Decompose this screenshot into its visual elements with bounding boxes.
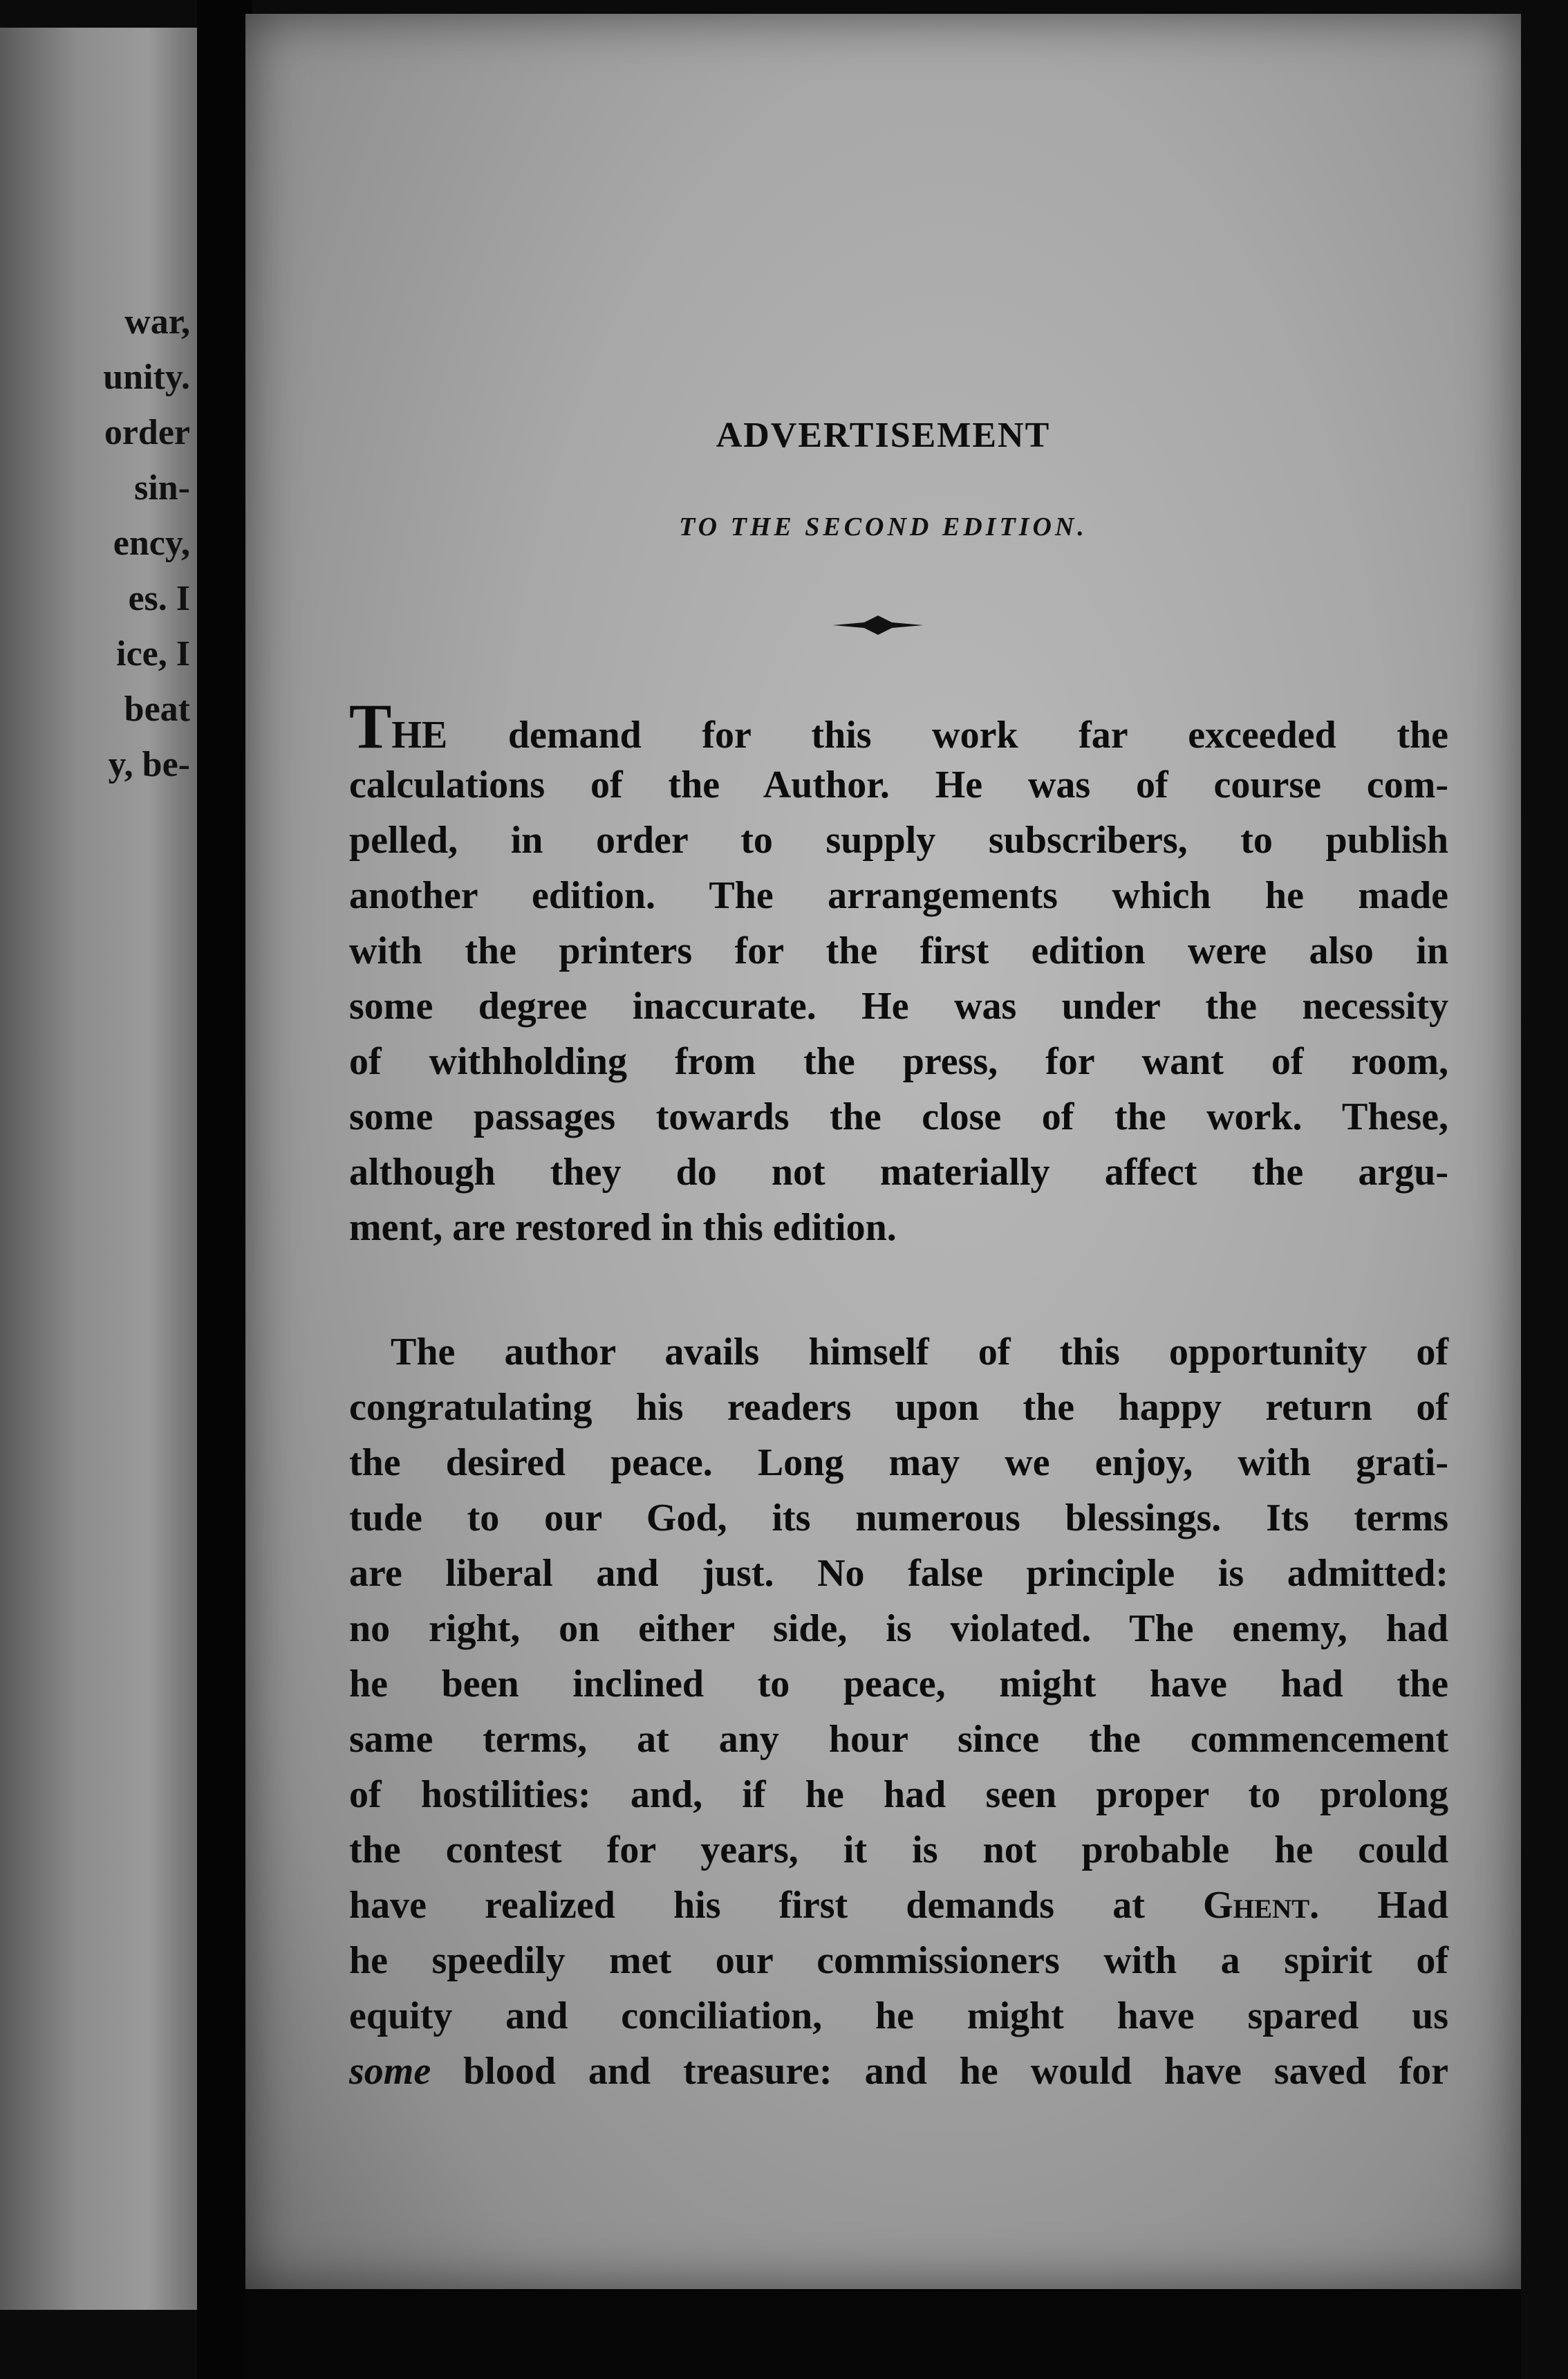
text-line: the desired peace. Long may we enjoy, with grati- <box>349 1441 1448 1484</box>
facing-page <box>0 28 197 2310</box>
facing-line: unity. <box>103 358 190 397</box>
facing-line: ency, <box>113 524 190 563</box>
italic-word: some <box>349 2050 431 2093</box>
page-bottom-shadow <box>245 2289 1521 2379</box>
text-line: ment, are restored in this edition. <box>349 1206 897 1249</box>
book-page <box>245 14 1521 2289</box>
text-line: same terms, at any hour since the commencement <box>349 1718 1448 1761</box>
text-line: he been inclined to peace, might have had the <box>349 1663 1448 1705</box>
facing-line: sin- <box>134 468 190 508</box>
text-line: of hostilities: and, if he had seen proper to prolong <box>349 1773 1448 1816</box>
text-line: another edition. The arrangements which he made <box>349 874 1448 917</box>
paragraph-1 <box>349 691 1448 1255</box>
text-line: some passages towards the close of the work. These, <box>349 1095 1448 1138</box>
text-line: equity and conciliation, he might have spared us <box>349 1994 1448 2037</box>
text-line: are liberal and just. No false principle is admitted: <box>349 1552 1448 1595</box>
text-line: pelled, in order to supply subscribers, to publish <box>349 819 1448 862</box>
text-line: no right, on either side, is violated. The enemy, had <box>349 1607 1448 1650</box>
book-gutter <box>197 0 252 2379</box>
text-line: The author avails himself of this opportunity of <box>391 1331 1448 1373</box>
text-line: HE demand for this work far exceeded the <box>391 714 1448 757</box>
paragraph-2 <box>349 1324 1448 2099</box>
page-subtitle: TO THE SECOND EDITION. <box>679 512 1088 541</box>
text-line: of withholding from the press, for want of room, <box>349 1040 1448 1083</box>
text-line: he speedily met our commissioners with a spirit of <box>349 1939 1448 1982</box>
text-line: with the printers for the first edition were also in <box>349 929 1448 972</box>
facing-line: ice, I <box>116 634 190 674</box>
ornament-rule <box>833 615 923 635</box>
facing-line: beat <box>124 689 190 729</box>
text-line: although they do not materially affect the argu- <box>349 1151 1448 1194</box>
text-line <box>349 1878 1448 1933</box>
text-fragment: blood and treasure: and he would have saved for <box>431 2050 1448 2093</box>
facing-line: y, be- <box>108 745 190 784</box>
text-line: congratulating his readers upon the happy return of <box>349 1386 1448 1429</box>
facing-line: es. I <box>128 579 190 618</box>
text-line: some degree inaccurate. He was under the necessity <box>349 985 1448 1028</box>
text-fragment: . Had <box>1309 1884 1449 1927</box>
text-line: tude to our God, its numerous blessings. Its terms <box>349 1497 1448 1539</box>
text-line: calculations of the Author. He was of course com- <box>349 763 1448 806</box>
drop-cap: T <box>349 691 392 761</box>
text-line <box>349 2044 1448 2099</box>
facing-line: war, <box>124 302 190 342</box>
facing-line: order <box>104 413 190 452</box>
text-fragment: have realized his first demands at <box>349 1884 1145 1927</box>
place-name: Ghent <box>1203 1884 1310 1927</box>
text-line: the contest for years, it is not probable he could <box>349 1829 1448 1871</box>
page-title: ADVERTISEMENT <box>716 416 1051 455</box>
